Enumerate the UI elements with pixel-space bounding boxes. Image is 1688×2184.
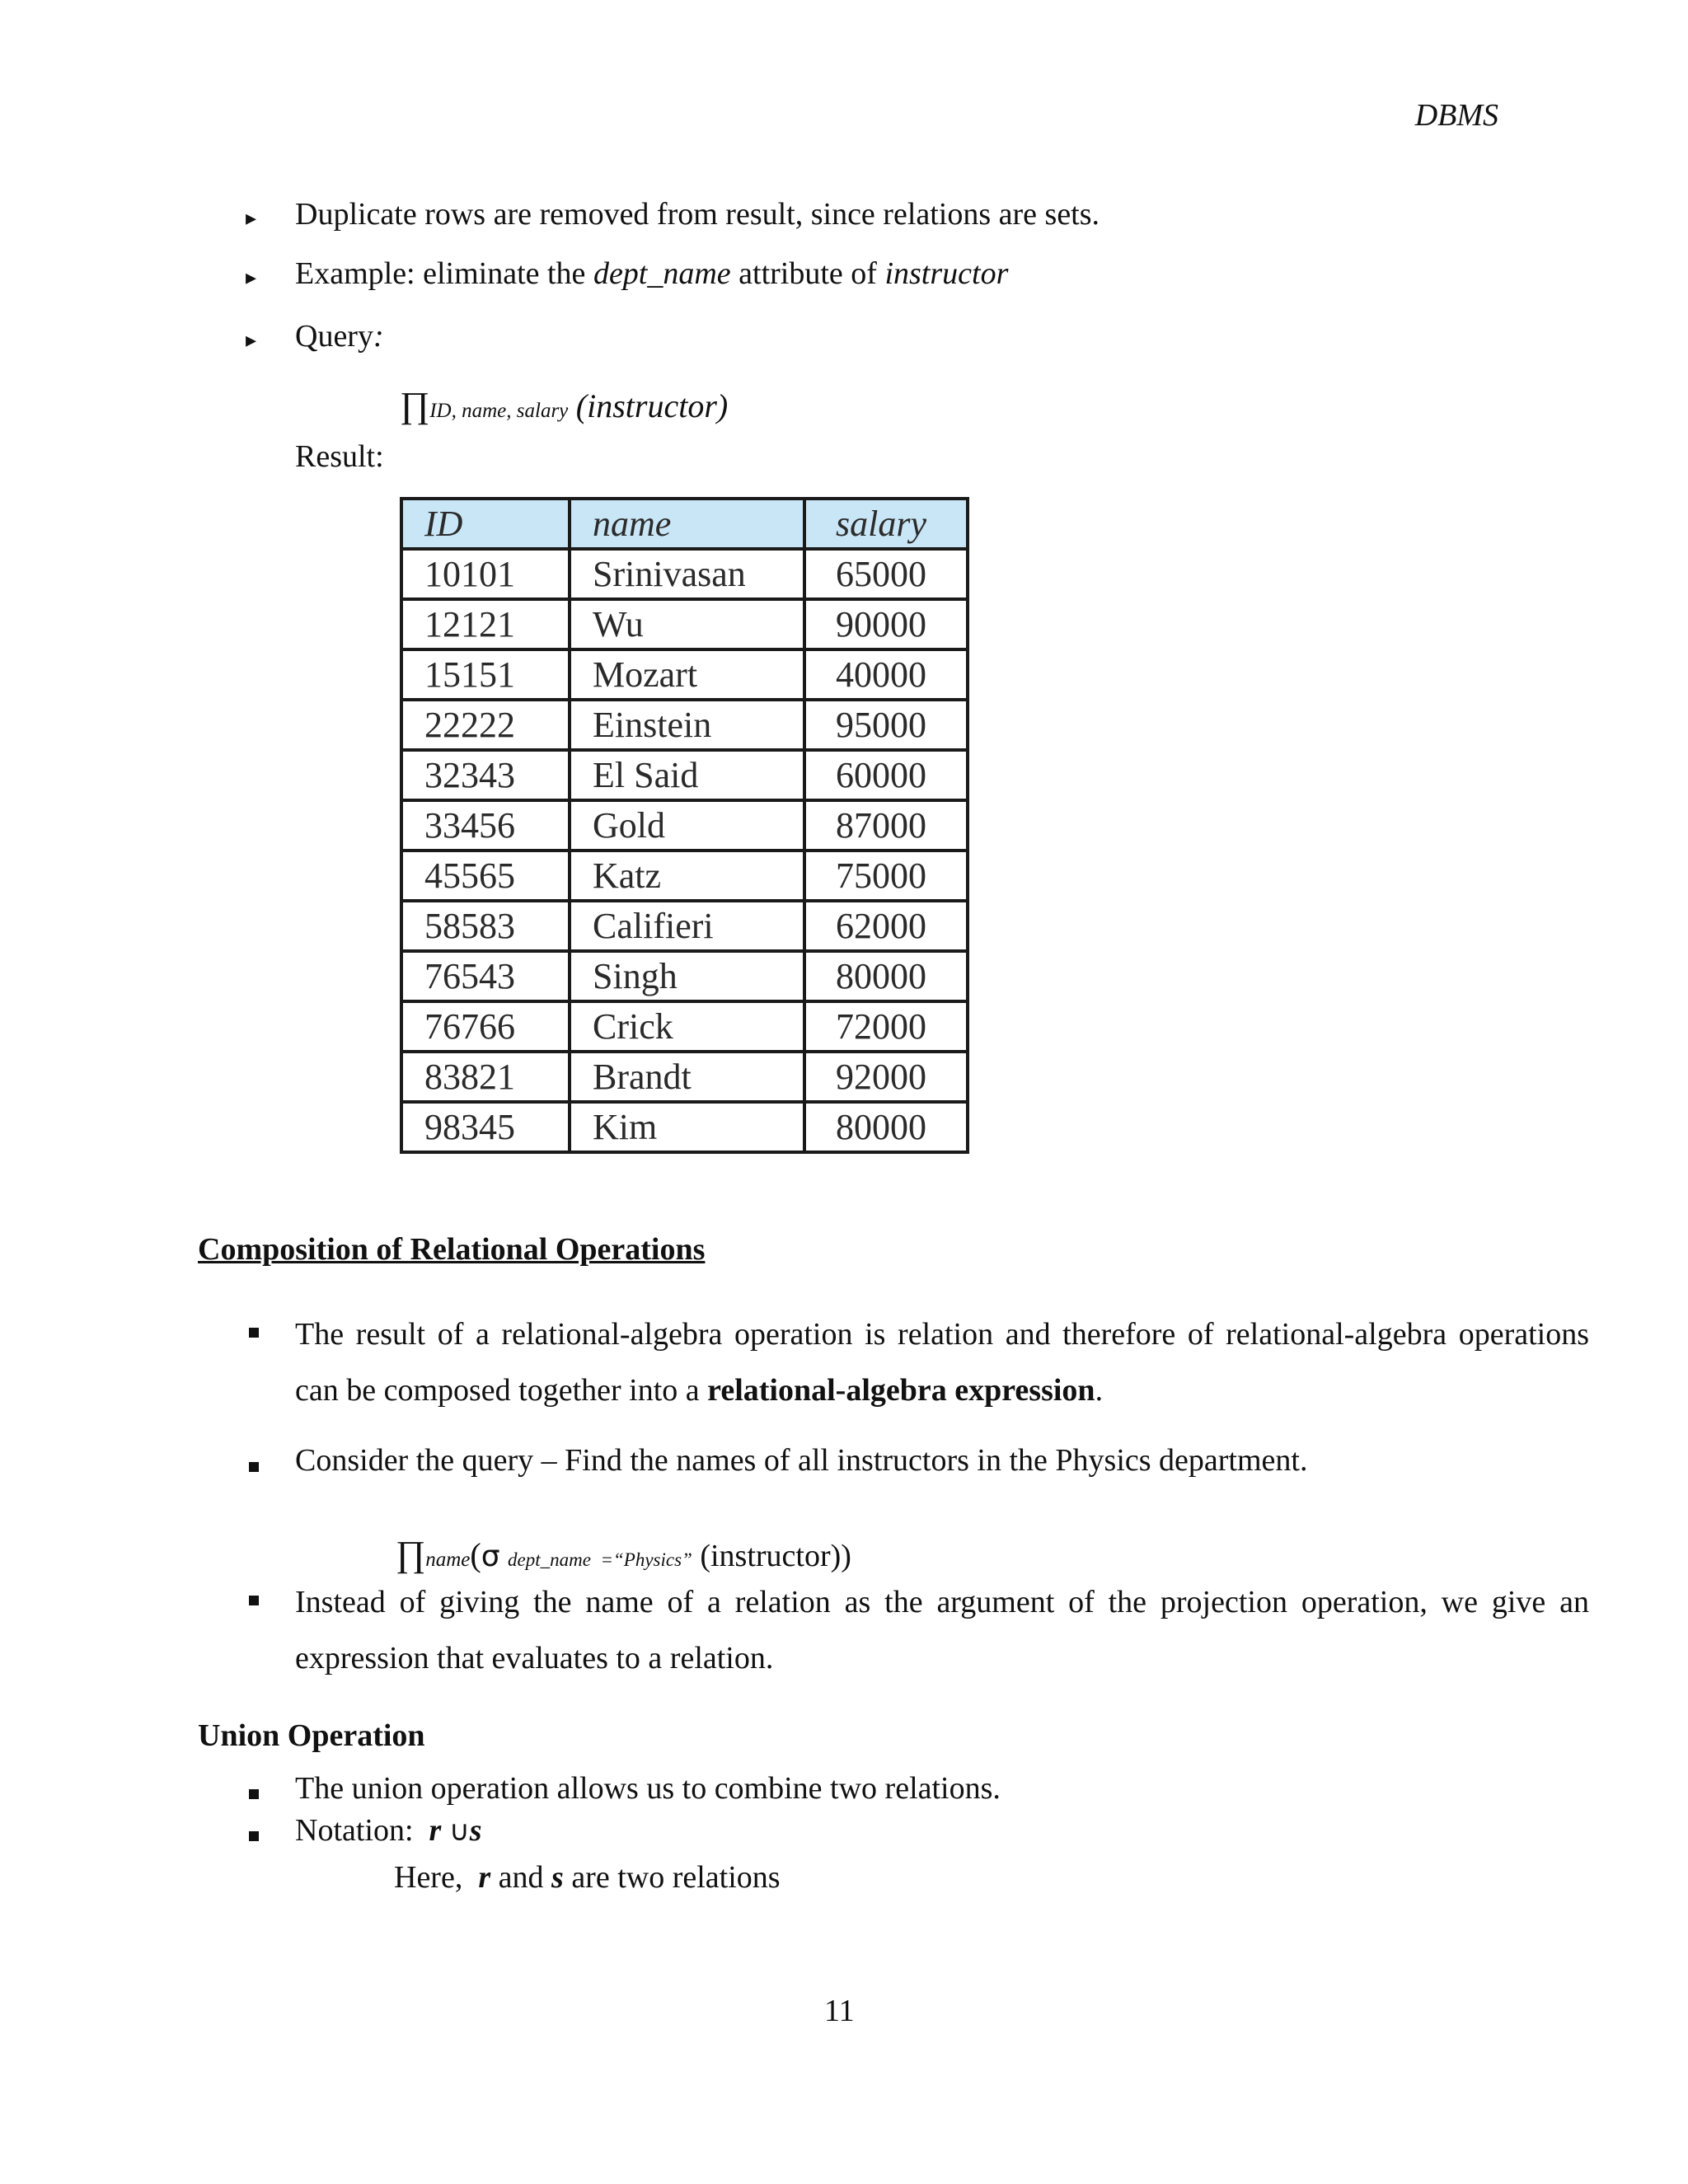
bullet-marker: ▸	[246, 265, 257, 289]
cell-name: Crick	[570, 1001, 804, 1052]
table-row	[401, 549, 968, 599]
cell-salary: 60000	[804, 750, 968, 800]
table-row	[401, 1001, 968, 1052]
result-label: Result:	[295, 439, 384, 474]
table-row	[401, 649, 968, 700]
bullet-marker: ▸	[246, 328, 257, 352]
sigma-symbol: σ	[481, 1540, 500, 1573]
cell-salary: 80000	[804, 1102, 968, 1152]
cell-salary: 62000	[804, 901, 968, 951]
cell-id: 98345	[401, 1102, 570, 1152]
column-header-name: name	[570, 499, 804, 549]
cell-salary: 72000	[804, 1001, 968, 1052]
union-heading: Union Operation	[198, 1718, 425, 1753]
cell-id: 76543	[401, 951, 570, 1001]
result-table	[400, 497, 969, 1154]
bullet-example: Example: eliminate the dept_name attribute of instructor	[295, 256, 1009, 291]
table-row	[401, 800, 968, 851]
sigma-subscript: dept_name =“Physics”	[508, 1549, 692, 1570]
cell-id: 32343	[401, 750, 570, 800]
instructor-relation: instructor	[884, 256, 1009, 291]
cell-name: Katz	[570, 851, 804, 901]
cell-id: 15151	[401, 649, 570, 700]
composition-bullet-2: Consider the query – Find the names of all instructors in the Physics department.	[295, 1443, 1308, 1478]
union-symbol: ∪	[448, 1815, 470, 1848]
bullet-duplicates: Duplicate rows are removed from result, since relations are sets.	[295, 197, 1100, 232]
table-row	[401, 599, 968, 649]
table-body	[401, 549, 968, 1152]
cell-id: 22222	[401, 700, 570, 750]
table-row	[401, 750, 968, 800]
pi-subscript: ID, name, salary	[429, 400, 569, 422]
table-row	[401, 951, 968, 1001]
pi-subscript: name	[425, 1549, 471, 1571]
page-header: DBMS	[1414, 98, 1498, 133]
composition-heading: Composition of Relational Operations	[198, 1232, 706, 1267]
expression-argument: (instructor))	[700, 1539, 851, 1573]
bullet-marker	[249, 1461, 259, 1476]
cell-salary: 75000	[804, 851, 968, 901]
bullet-marker	[249, 1327, 259, 1342]
cell-id: 83821	[401, 1052, 570, 1102]
bullet-marker	[249, 1830, 259, 1845]
formula-argument: (instructor)	[575, 387, 729, 424]
composition-bullet-1: The result of a relational-algebra operation is relation and therefore of relational-algebra operations can be composed together into a relational-algebra expression.	[295, 1317, 1589, 1408]
cell-name: Mozart	[570, 649, 804, 700]
union-bullet-1: The union operation allows us to combine two relations.	[295, 1771, 1001, 1806]
pi-symbol: ∏	[396, 1534, 426, 1574]
cell-name: Kim	[570, 1102, 804, 1152]
cell-salary: 65000	[804, 549, 968, 599]
cell-id: 58583	[401, 901, 570, 951]
table-row	[401, 1052, 968, 1102]
table-header-row	[401, 499, 968, 549]
cell-salary: 87000	[804, 800, 968, 851]
cell-salary: 40000	[804, 649, 968, 700]
cell-salary: 90000	[804, 599, 968, 649]
cell-name: Gold	[570, 800, 804, 851]
bullet-query: Query:	[295, 319, 384, 354]
page-number: 11	[824, 1994, 855, 2028]
column-header-salary: salary	[804, 499, 968, 549]
cell-name: Srinivasan	[570, 549, 804, 599]
cell-id: 45565	[401, 851, 570, 901]
table-row	[401, 851, 968, 901]
dept-name-attr: dept_name	[593, 256, 731, 291]
projection-formula	[400, 384, 728, 428]
composition-bullet-3: Instead of giving the name of a relation as the argument of the projection operation, we give an expression that evaluates to a relation.	[295, 1585, 1589, 1675]
cell-name: Wu	[570, 599, 804, 649]
cell-name: Einstein	[570, 700, 804, 750]
union-here-line: Here, r and s are two relations	[394, 1860, 781, 1895]
cell-id: 10101	[401, 549, 570, 599]
cell-name: Califieri	[570, 901, 804, 951]
cell-id: 76766	[401, 1001, 570, 1052]
cell-salary: 95000	[804, 700, 968, 750]
cell-name: El Said	[570, 750, 804, 800]
cell-id: 12121	[401, 599, 570, 649]
table-row	[401, 901, 968, 951]
cell-name: Singh	[570, 951, 804, 1001]
cell-id: 33456	[401, 800, 570, 851]
table-row	[401, 700, 968, 750]
cell-salary: 92000	[804, 1052, 968, 1102]
cell-name: Brandt	[570, 1052, 804, 1102]
bullet-marker	[249, 1788, 259, 1803]
bullet-marker: ▸	[246, 206, 257, 230]
union-notation: Notation: r ∪s	[295, 1813, 482, 1848]
bullet-marker	[249, 1595, 259, 1610]
composition-expression: ∏name(σ dept_name =“Physics” (instructor))	[396, 1534, 851, 1574]
cell-salary: 80000	[804, 951, 968, 1001]
column-header-id: ID	[401, 499, 570, 549]
table-row	[401, 1102, 968, 1152]
pi-symbol: ∏	[400, 385, 430, 425]
